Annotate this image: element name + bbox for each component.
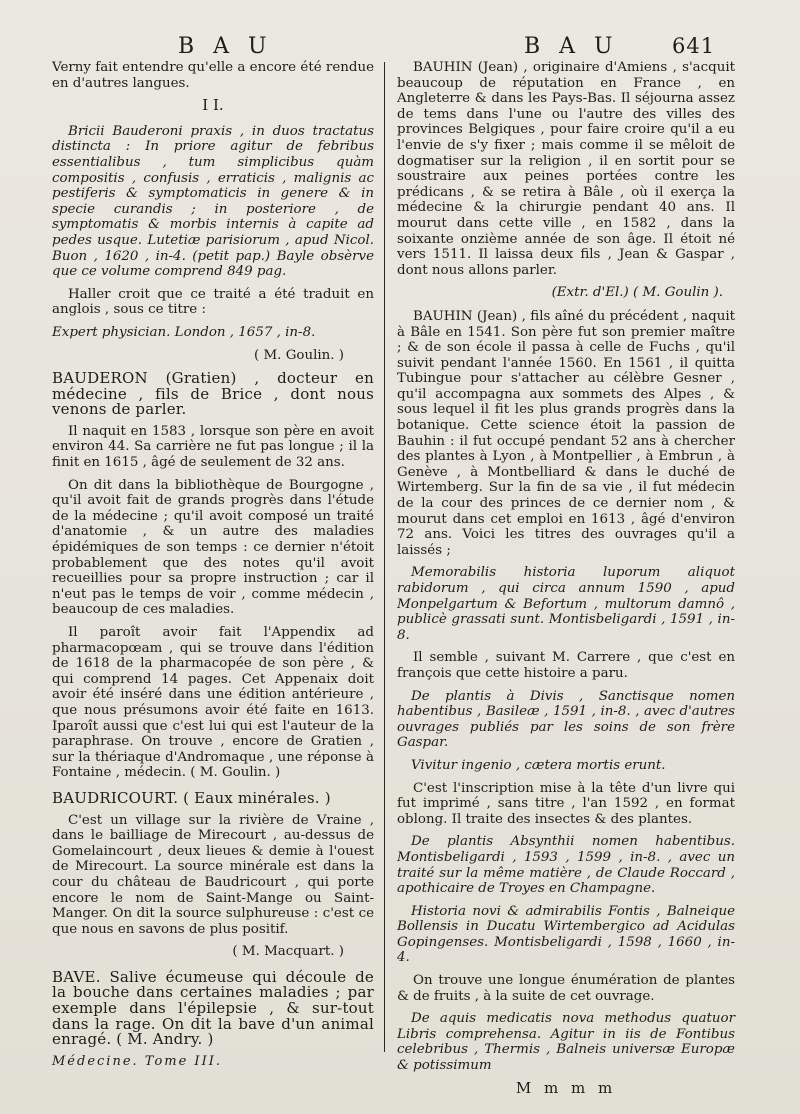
right-paragraph: C'est l'inscription mise à la tête d'un livre qui fut imprimé , sans titre , l'an 1592 , en format oblong. Il traite des insectes & des plantes. [397,780,735,827]
entry-heading-bauderon: BAUDERON (Gratien) , docteur en médecine , fils de Brice , dont nous venons de parler. [52,369,374,419]
section-number: I I. [202,96,224,115]
right-column [397,60,735,1096]
left-paragraph: On dit dans la bibliothèque de Bourgogne , qu'il avoit fait de grands progrès dans l'étude de la médecine ; qu'il avoit composé un traité d'anatomie , & un autre des maladies épidémiques de son temps : ce dernier n'étoit probablement que des notes qu'il avoit recueillies pour sa propre instruction ; car il n'eut pas le temps de voir , comme médecin , beaucoup de ces maladies. [52,477,374,618]
author-signature: (Extr. d'El.) ( M. Goulin ). [551,285,723,301]
left-column [52,60,374,1069]
header-left: B A U [178,34,273,59]
book-title: De plantis Absynthii nomen habentibus. Montisbeligardi , 1593 , 1599 , in-8. , avec un traité sur la même matière , de Claude Roccard , apothicaire de Troyes en Champagne. [397,834,735,897]
left-paragraph: Il paroît avoir fait l'Appendix ad pharmacopœam , qui se trouve dans l'édition de 1618 de la pharmacopée de son père , & qui comprend 14 pages. Cet Appenaix doit avoir été inséré dans une édition antérieure , que nous présumons avoir été faite en 1613. Iparoît aussi que c'est lui qui est l'auteur de la paraphrase. On trouve , encore de Gratien , sur la thériaque d'Andromaque , une réponse à Fontaine , médecin. ( M. Goulin. ) [52,625,374,781]
book-title: Historia novi & admirabilis Fontis , Balneique Bollensis in Ducatu Wirtembergico ad Acidulas Gopingenses. Montisbeligardi , 1598 , 1660 , in-4. [397,903,735,966]
book-title: Vivitur ingenio , cætera mortis erunt. [411,757,666,773]
left-paragraph: C'est un village sur la rivière de Vraine , dans le bailliage de Mirecourt , au-dessus de Gomelaincourt , deux lieues & demie à l'ouest de Mirecourt. La source minérale est dans la cour du château de Baudricourt , qui porte encore le nom de Saint-Mange ou Saint-Manger. On dit la source sulphureuse : c'est ce que nous en savons de plus positif. [52,812,374,937]
right-paragraph: Il semble , suivant M. Carrere , que c'est en françois que cette histoire a paru. [397,650,735,681]
running-header [0,34,800,60]
book-title: De aquis medicatis nova methodus quatuor Libris comprehensa. Agitur in iis de Fontibus celebribus , Thermis , Balneis universæ Europæ & potissimum [397,1011,735,1074]
left-paragraph: Bricii Bauderoni praxis , in duos tractatus distincta : In priore agitur de febribus essentialibus , tum simplicibus quàm compositis , confusis , erraticis , malignis ac pestiferis & symptomaticis in genere & in specie curandis ; in posteriore , de symptomatis & morbis internis à capite ad pedes usque. Lutetiæ parisiorum , apud Nicol. Buon , 1620 , in-4. (petit pap.) Bayle obsèrve que ce volume comprend 849 pag. [52,123,374,280]
right-paragraph: On trouve une longue énumération de plantes & de fruits , à la suite de cet ouvrage. [397,973,735,1004]
page-number: 641 [672,34,716,58]
entry-heading-bave: BAVE. Salive écumeuse qui découle de la bouche dans certaines maladies ; par exemple dans l'épilepsie , & sur-tout dans la rage. On dit la bave d'un animal enragé. ( M. Andry. ) [52,967,374,1049]
entry-bauhin-son: BAUHIN (Jean) , fils aîné du précédent , naquit à Bâle en 1541. Son père fut son premier maître ; & de son école il passa à celle de Fuchs , qu'il suivit pendant l'année 1560. En 1561 , il quitta Tubingue pour s'attacher au célèbre Gesner , qu'il accompagna aux sommets des Alpes , & sous lequel il fit les plus grands progrès dans la botanique. Cette science étoit la passion de Bauhin : il fut occupé pendant 52 ans à chercher des plantes à Lyon , à Montpellier , à Embrun , à Genève , à Montbelliard & dans le duché de Wirtemberg. Sur la fin de sa vie , il fut médecin de la cour des princes de ce dernier nom , & mourut dans cet emploi en 1613 , âgé d'environ 72 ans. Voici les titres des ouvrages qu'il a laissés ; [397,308,735,558]
author-signature: ( M. Goulin. ) [253,347,344,363]
book-title: Memorabilis historia luporum aliquot rabidorum , qui circa annum 1590 , apud Monpelgartum & Befortum , multorum damnô , publicè grassati sunt. Montisbeligardi , 1591 , in-8. [397,565,735,643]
left-paragraph: Verny fait entendre qu'elle a encore été rendue en d'autres langues. [52,60,374,91]
left-paragraph: Haller croit que ce traité a été traduit en anglois , sous ce titre : [52,286,374,318]
entry-bauhin-father: BAUHIN (Jean) , originaire d'Amiens , s'acquit beaucoup de réputation en France , en Angleterre & dans les Pays-Bas. Il séjourna assez de tems dans l'une ou l'autre des villes des provinces Belgiques , pour faire croire qu'il a eu l'envie de s'y fixer ; mais comme il se mêloit de dogmatiser sur la religion , il en sortit pour se soustraire aux peines portées contre les prédicans , & se retira à Bâle , où il exerça la médecine & la chirurgie pendant 40 ans. Il mourut dans cette ville , en 1582 , dans la soixante onzième année de son âge. Il étoit né vers 1511. Il laissa deux fils , Jean & Gaspar , dont nous allons parler. [397,60,735,278]
left-paragraph: Il naquit en 1583 , lorsque son père en avoit environ 44. Sa carrière ne fut pas longue ; il la finit en 1615 , âgé de seulement de 32 ans. [52,423,374,471]
left-paragraph: Expert physician. London , 1657 , in-8. [52,324,316,340]
header-right: B A U [524,34,619,59]
signature-mark: M m m m [515,1078,617,1097]
book-title: De plantis à Divis , Sanctisque nomen habentibus , Basileæ , 1591 , in-8. , avec d'autres ouvrages publiés par les soins de son frère Gaspar. [397,688,735,751]
entry-heading-baudricourt: BAUDRICOURT. ( Eaux minérales. ) [52,788,331,807]
author-signature: ( M. Macquart. ) [232,944,344,960]
column-divider [384,62,385,1052]
volume-footer: Médecine. Tome III. [52,1053,222,1069]
